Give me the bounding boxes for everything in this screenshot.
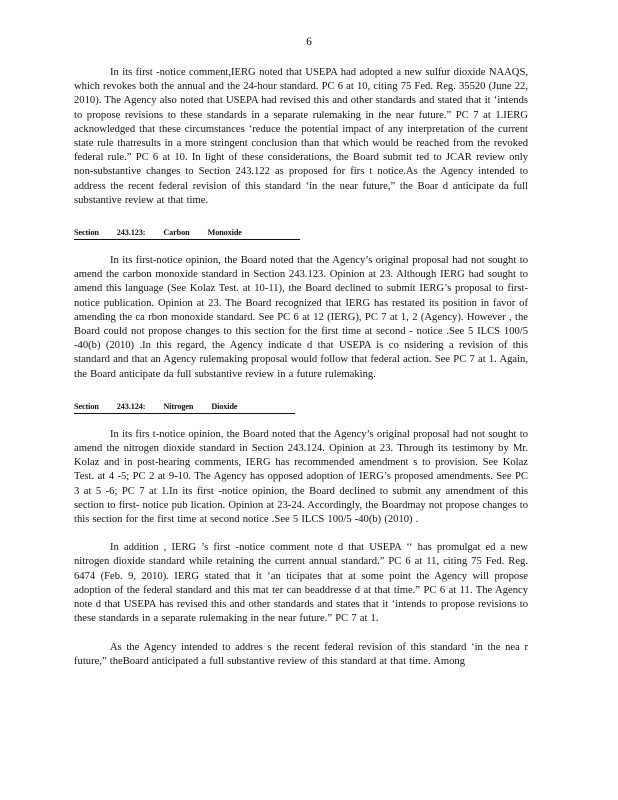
heading-title-word: Carbon bbox=[163, 228, 190, 238]
paragraph-nitrogen-dioxide-ierg: In addition , IERG ’s first -notice comment note d that USEPA ‘‘ has promulgat ed a new nitrogen dioxide standard while retaining the current annual standard.” PC 6 at 11, citing 75 Fed. Reg. 6474 (Feb. 9, 2010). IERG stated that it ‘an ticipates that at some point the Agency will propose adoption of the federal standard and this mat ter can beaddresse d at that time.” PC 6 at 11. The Agency note d that USEPA has revised this and other standards and states that it ‘intends to propose revisions to these standards in a separate rulemaking in the near future.” PC 7 at 1. bbox=[74, 542, 528, 625]
paragraph-carbon-monoxide: In its first-notice opinion, the Board noted that the Agency’s original proposal had not sought to amend the carbon monoxide standard in Section 243.123. Opinion at 23. Although IERG had sought to amend this language (See Kolaz Test. at 10-11), the Board declined to submit IERG’s proposal to first-notice publication. Opinion at 23. The Board recognized that IERG has restated its position in favor of amending the ca rbon monoxide standard. See PC 6 at 12 (IERG), PC 7 at 1, 2 (Agency). However , the Board could not propose changes to this section for the first time at second - notice .See 5 ILCS 100/5 -40(b) (2010) .In this regard, the Agency indicate d that USEPA is co nsidering a revision of this standard and that an Agency rulemaking proposal would follow that federal action. See PC 7 at 1. Again, the Board anticipate da full substantive review in a future rulemaking. bbox=[74, 255, 528, 380]
paragraph-nitrogen-dioxide-opinion: In its firs t-notice opinion, the Board noted that the Agency’s original proposal had not sought to amend the nitrogen dioxide standard in Section 243.124. Opinion at 23. Through its testimony by Mr. Kolaz and in post-hearing comments, IERG has recommended amendment s to provision. See Kolaz Test. at 4 -5; PC 2 at 9-10. The Agency has opposed adoption of IERG’s proposed amendments. See PC 3 at 5 -6; PC 7 at 1.In its first -notice opinion, the Board declined to submit any amendment of this section to first- notice pub lication. Opinion at 23-24. Accordingly, the Boardmay not propose changes to this section for the first time at second notice .See 5 ILCS 100/5 -40(b) (2010) . bbox=[74, 428, 528, 526]
heading-section-word: Section bbox=[74, 401, 99, 411]
heading-section-number: 243.124: bbox=[116, 401, 146, 411]
heading-section-number: 243.123: bbox=[116, 228, 146, 238]
heading-title-word: Dioxide bbox=[211, 401, 238, 411]
page-number: 6 bbox=[306, 36, 312, 48]
heading-title-word: Monoxide bbox=[207, 228, 242, 238]
section-heading-243-124 bbox=[74, 401, 295, 414]
section-heading-243-123 bbox=[74, 227, 300, 240]
document-body bbox=[74, 66, 528, 669]
paragraph-sulfur-dioxide: In its first -notice comment,IERG noted that USEPA had adopted a new sulfur dioxide NAAQS, which revokes both the annual and the 24-hour standard. PC 6 at 10, citing 75 Fed. Reg. 35520 (June 22, 2010). The Agency also noted that USEPA had revised this and other standards and stated that it ‘intends to propose revisions to these standards in a separate rulemaking in the near future.” PC 7 at 1.IERG acknowledged that these circumstances ‘reduce the potential impact of any interpretation of the current state rule thatresults in a more stringent conclusion than that which would be reached from the revoked federal rule.” PC 6 at 10. In light of these considerations, the Board submit ted to JCAR review only non-substantive changes to Section 243.122 as proposed for firs t notice.As the Agency intended to address the recent federal revision of this standard ‘in the near future,” the Boar d anticipate da full substantive review at that time. bbox=[74, 67, 528, 206]
heading-section-word: Section bbox=[74, 228, 99, 238]
paragraph-nitrogen-dioxide-review: As the Agency intended to addres s the recent federal revision of this standard ‘in the nea r future,” theBoard anticipated a full substantive review of this standard at that time. Among bbox=[74, 641, 528, 667]
heading-title-word: Nitrogen bbox=[163, 401, 194, 411]
